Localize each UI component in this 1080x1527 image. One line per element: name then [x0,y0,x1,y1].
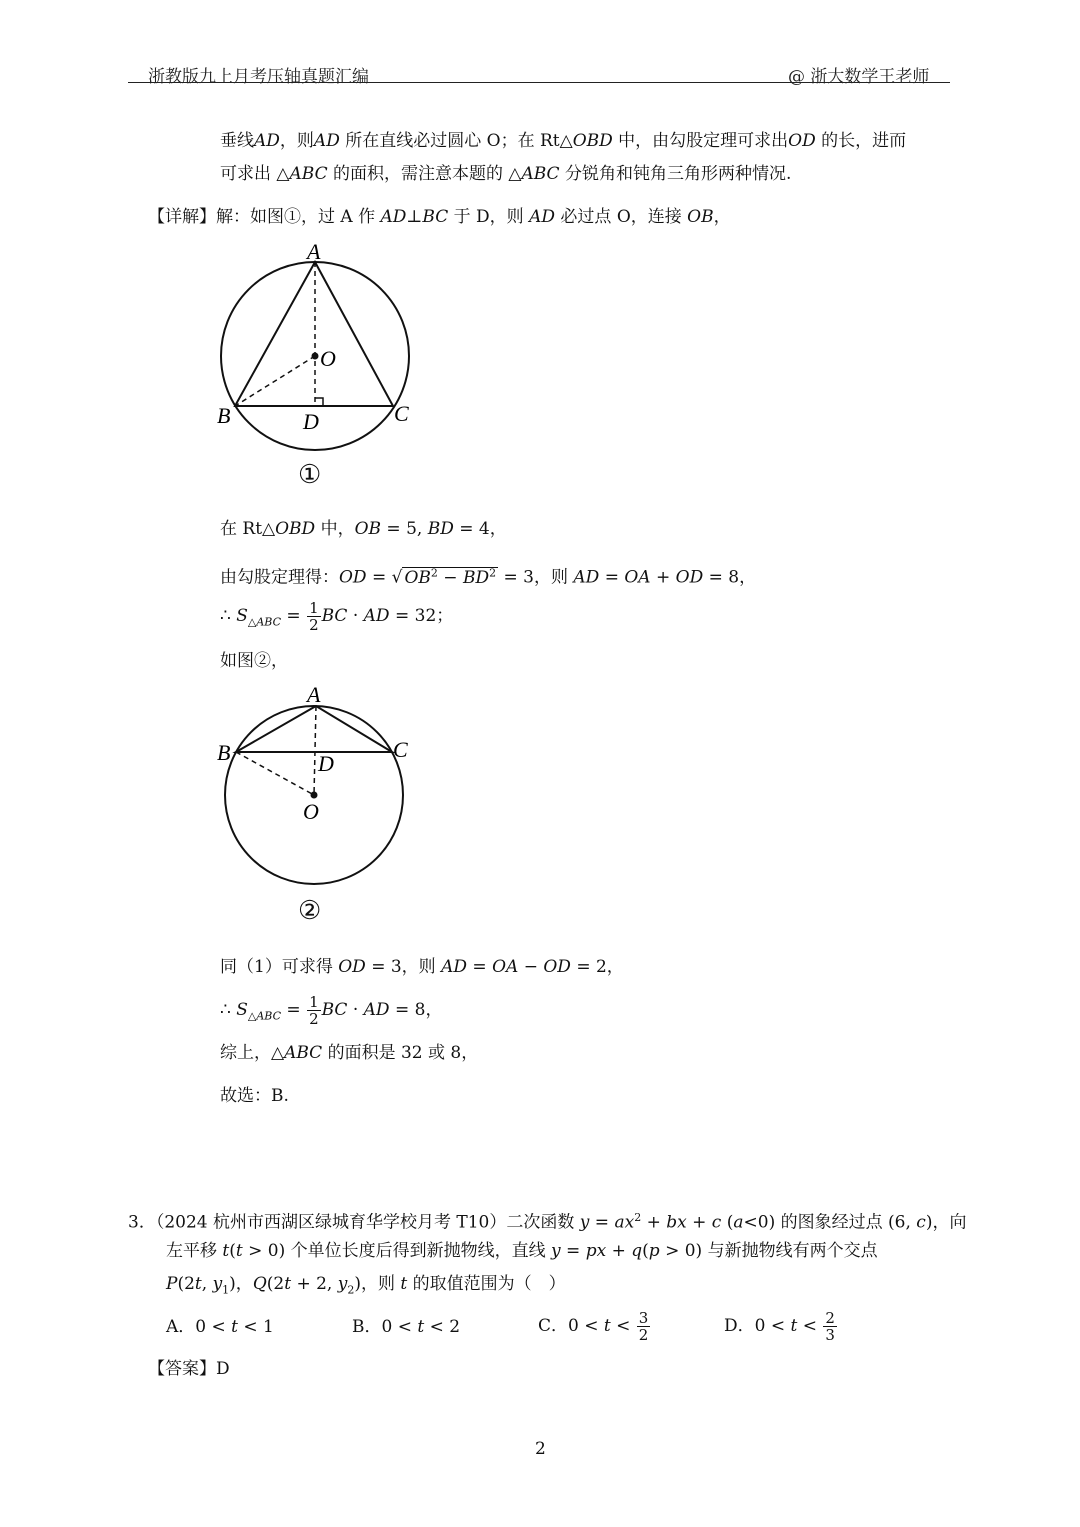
step-1: 在 Rt△OBD 中，OB = 5, BD = 4， [220,519,507,539]
answer-value: D [216,1359,230,1379]
detail-tag: 【详解】 [148,207,216,227]
answer-tag: 【答案】 [148,1359,216,1379]
page-number: 2 [535,1439,546,1459]
header-title: 浙教版九上月考压轴真题汇编 [148,67,369,87]
question-3-line-1: 3．（2024 杭州市西湖区绿城育华学校月考 T10）二次函数 $y = ax^2$ + bx + c (a<0) 的图象经过点 (6, c)，向 [128,1211,967,1233]
fig2-triangle [236,706,392,752]
fig1-label-B: B [217,403,231,428]
fig2-segment-OB [236,752,314,795]
figure-1-caption: ① [298,460,322,490]
header-rule [128,82,950,83]
fig2-label-B: B [217,740,231,765]
fig2-label-O: O [303,799,319,824]
fig1-label-A: A [307,239,321,264]
fig1-triangle [235,262,393,406]
fig1-label-C: C [394,401,409,426]
intro-line-1: 垂线AD，则AD 所在直线必过圆心 O；在 Rt△OBD 中，由勾股定理可求出OD 的长，进而 [220,131,907,151]
detail-line: 【详解】解：如图①，过 A 作 AD⊥BC 于 D，则 AD 必过点 O，连接 OB， [148,207,731,227]
step-7: 综上，△ABC 的面积是 32 或 8， [220,1043,479,1063]
fig2-label-C: C [393,737,408,762]
answer-line [148,1358,230,1380]
figure-1-diagram [200,235,430,465]
figure-2-caption: ② [298,896,322,926]
fig2-label-D: D [318,751,334,776]
question-number: 3． [128,1212,156,1233]
question-3-line-2: 左平移 t(t > 0) 个单位长度后得到新抛物线，直线 y = px + q(p > 0) 与新抛物线有两个交点 [166,1241,878,1261]
step-2: 由勾股定理得：OD = √ $OB^2 - BD^2 = 3$，则 AD = OA + OD = 8， [220,566,757,588]
step-4: 如图②， [220,651,288,671]
option-c[interactable]: C．0 < t < $\frac{3}{2}$ [538,1309,649,1344]
intro-line-2: 可求出 △ABC 的面积，需注意本题的 △ABC 分锐角和钝角三角形两种情况. [220,164,792,184]
fig1-label-D: D [303,409,319,434]
fig1-right-angle-mark [315,398,323,406]
fig2-line-AO [314,706,316,795]
step-6: ∴ $S_{\triangle ABC}$ = $\frac{1}{2}$ BC · AD = 8， [220,993,443,1028]
fig2-center-dot [311,792,318,799]
option-d[interactable]: D．0 < t < $\frac{2}{3}$ [724,1309,835,1344]
fraction-half: $\frac{1}{2}$ [309,599,319,634]
header-author: @ 浙大数学王老师 [788,67,930,87]
figure-2-diagram [200,670,430,890]
fig2-label-A: A [307,682,321,707]
fig1-center-dot [312,353,319,360]
step-3: ∴ $S_{\triangle ABC}$ = $\frac{1}{2}$ BC · AD = 32； [220,599,454,634]
fig1-segment-OB [235,356,315,406]
question-3-line-3: P(2t, $y_1$)，Q(2t + 2, $y_2$)，则 t 的取值范围为（ ） [166,1274,566,1297]
fig1-label-O: O [320,346,336,371]
option-b[interactable]: B．0 < t < 2 [352,1317,461,1337]
fraction-half: $\frac{1}{2}$ [309,993,319,1028]
step-5: 同（1）可求得 OD = 3，则 AD = OA − OD = 2， [220,957,624,977]
option-a[interactable]: A．0 < t < 1 [166,1317,274,1337]
step-8: 故选：B. [220,1086,289,1106]
